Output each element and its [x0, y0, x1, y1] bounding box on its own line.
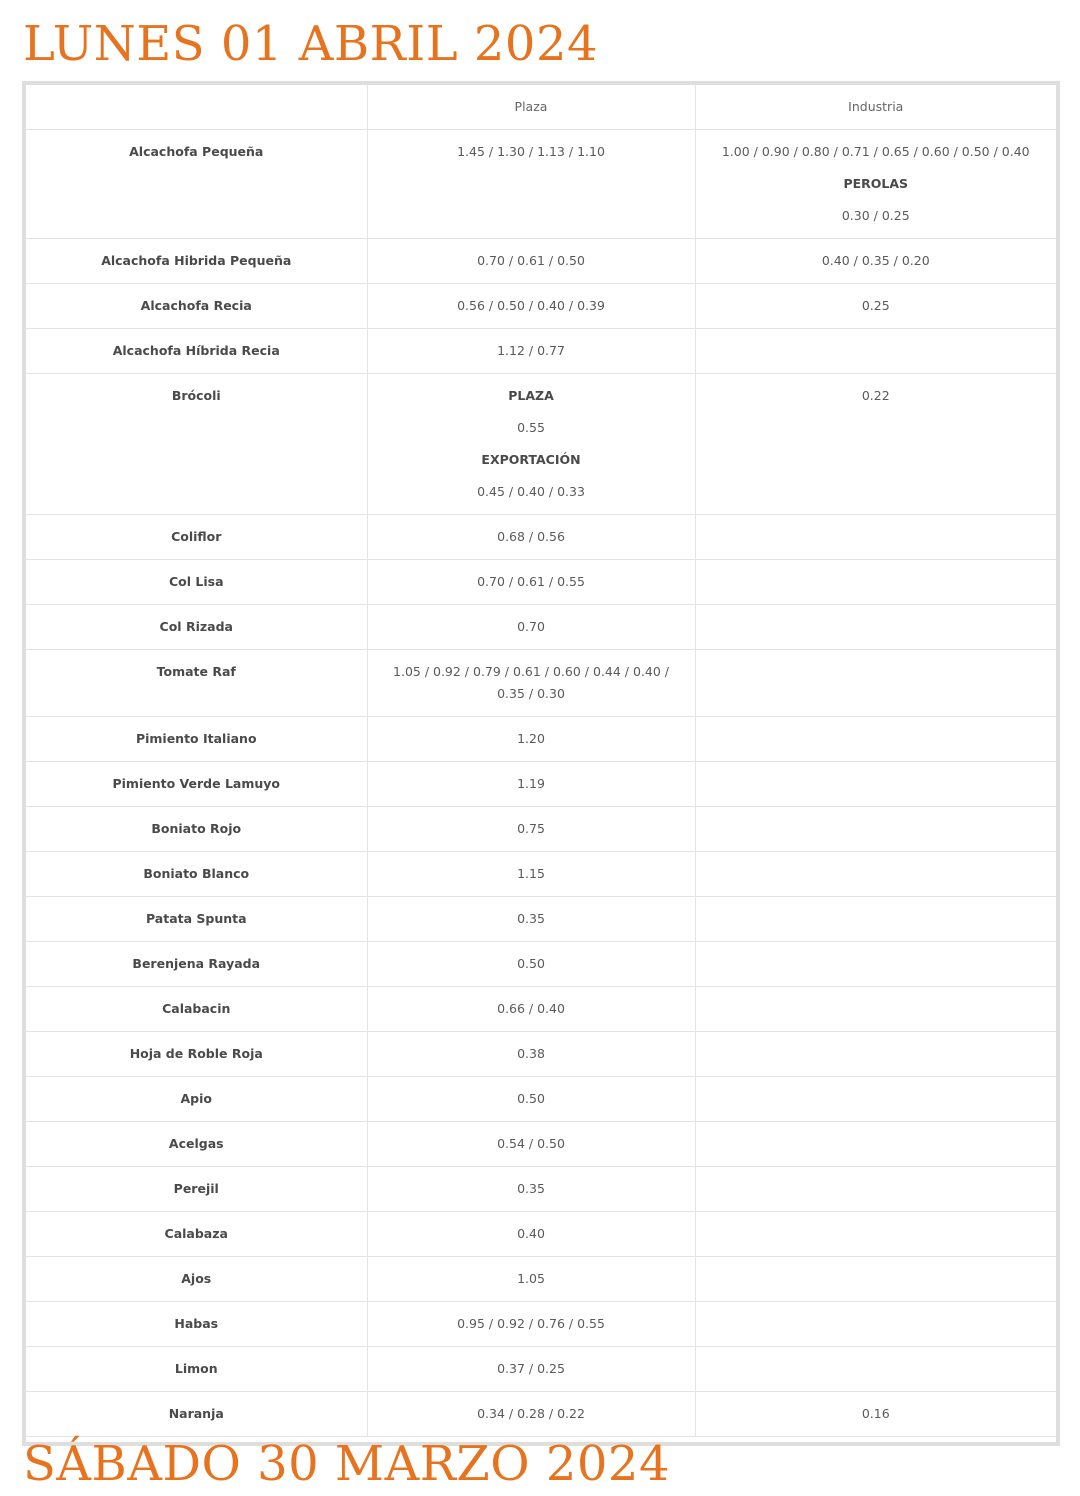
plaza-price: 0.50	[367, 1077, 695, 1122]
product-name: Alcachofa Híbrida Recia	[26, 329, 367, 374]
industria-price	[695, 605, 1056, 650]
plaza-price: 0.50	[367, 942, 695, 987]
plaza-sub-label: PLAZA	[508, 388, 554, 403]
product-name: Alcachofa Recia	[26, 284, 367, 329]
next-date-heading: SÁBADO 30 MARZO 2024	[23, 1436, 670, 1492]
product-name: Naranja	[26, 1392, 367, 1437]
industria-price	[695, 1122, 1056, 1167]
table-row	[26, 1392, 1056, 1437]
table-row	[26, 239, 1056, 284]
product-name: Limon	[26, 1347, 367, 1392]
column-header-plaza: Plaza	[367, 85, 695, 130]
plaza-price: 0.37 / 0.25	[367, 1347, 695, 1392]
table-row	[26, 762, 1056, 807]
plaza-price: 1.05 / 0.92 / 0.79 / 0.61 / 0.60 / 0.44 / 0.40 / 0.35 / 0.30	[367, 650, 695, 717]
industria-price	[695, 1167, 1056, 1212]
table-row	[26, 852, 1056, 897]
table-row	[26, 1347, 1056, 1392]
industria-price	[695, 807, 1056, 852]
industria-sub-label: PEROLAS	[843, 176, 909, 191]
plaza-price: 0.95 / 0.92 / 0.76 / 0.55	[367, 1302, 695, 1347]
product-name: Col Rizada	[26, 605, 367, 650]
product-name: Perejil	[26, 1167, 367, 1212]
table-row	[26, 1302, 1056, 1347]
product-name: Pimiento Verde Lamuyo	[26, 762, 367, 807]
industria-price	[695, 762, 1056, 807]
product-name: Calabaza	[26, 1212, 367, 1257]
table-row	[26, 605, 1056, 650]
industria-price: 0.22	[695, 374, 1056, 515]
table-row	[26, 329, 1056, 374]
product-name: Boniato Blanco	[26, 852, 367, 897]
plaza-price: 1.15	[367, 852, 695, 897]
table-row	[26, 515, 1056, 560]
industria-price: 0.25	[695, 284, 1056, 329]
product-name: Acelgas	[26, 1122, 367, 1167]
plaza-price: 0.68 / 0.56	[367, 515, 695, 560]
plaza-price: 0.55	[517, 420, 545, 435]
plaza-price: 0.56 / 0.50 / 0.40 / 0.39	[367, 284, 695, 329]
plaza-price: 0.35	[367, 1167, 695, 1212]
plaza-price: 1.45 / 1.30 / 1.13 / 1.10	[367, 130, 695, 239]
product-name: Patata Spunta	[26, 897, 367, 942]
table-row	[26, 1167, 1056, 1212]
product-name: Tomate Raf	[26, 650, 367, 717]
product-name: Habas	[26, 1302, 367, 1347]
table-row	[26, 1122, 1056, 1167]
product-name: Calabacin	[26, 987, 367, 1032]
industria-price: 0.16	[695, 1392, 1056, 1437]
industria-price	[695, 1077, 1056, 1122]
column-header-industria: Industria	[695, 85, 1056, 130]
plaza-price: 1.12 / 0.77	[367, 329, 695, 374]
industria-price: 1.00 / 0.90 / 0.80 / 0.71 / 0.65 / 0.60 / 0.50 / 0.40	[721, 144, 1030, 159]
plaza-price: 0.54 / 0.50	[367, 1122, 695, 1167]
table-row	[26, 1077, 1056, 1122]
export-price: 0.45 / 0.40 / 0.33	[477, 484, 585, 499]
product-name: Alcachofa Pequeña	[26, 130, 367, 239]
plaza-price: 1.19	[367, 762, 695, 807]
plaza-price: 0.75	[367, 807, 695, 852]
page-title: LUNES 01 ABRIL 2024	[23, 16, 599, 72]
plaza-price: 0.70	[367, 605, 695, 650]
industria-price-cell	[695, 130, 1056, 239]
table-row	[26, 650, 1056, 717]
industria-price: 0.40 / 0.35 / 0.20	[695, 239, 1056, 284]
table-row	[26, 942, 1056, 987]
table-row	[26, 374, 1056, 515]
product-name: Boniato Rojo	[26, 807, 367, 852]
product-name: Apio	[26, 1077, 367, 1122]
product-name: Ajos	[26, 1257, 367, 1302]
industria-price	[695, 987, 1056, 1032]
industria-price	[695, 1302, 1056, 1347]
price-table-frame	[22, 81, 1060, 1446]
plaza-price: 1.05	[367, 1257, 695, 1302]
table-row	[26, 1212, 1056, 1257]
industria-price	[695, 650, 1056, 717]
table-row	[26, 1257, 1056, 1302]
industria-price	[695, 560, 1056, 605]
plaza-price: 0.34 / 0.28 / 0.22	[367, 1392, 695, 1437]
product-name: Berenjena Rayada	[26, 942, 367, 987]
industria-price	[695, 1032, 1056, 1077]
table-row	[26, 987, 1056, 1032]
table-row	[26, 1032, 1056, 1077]
plaza-price: 0.40	[367, 1212, 695, 1257]
industria-price	[695, 1347, 1056, 1392]
plaza-price: 0.70 / 0.61 / 0.50	[367, 239, 695, 284]
product-name: Col Lisa	[26, 560, 367, 605]
price-table	[26, 85, 1056, 1437]
table-row	[26, 130, 1056, 239]
table-row	[26, 807, 1056, 852]
industria-price	[695, 515, 1056, 560]
plaza-price-cell	[367, 374, 695, 515]
export-sub-label: EXPORTACIÓN	[481, 452, 581, 467]
column-header-product	[26, 85, 367, 130]
product-name: Alcachofa Hibrida Pequeña	[26, 239, 367, 284]
product-name: Coliflor	[26, 515, 367, 560]
product-name: Hoja de Roble Roja	[26, 1032, 367, 1077]
plaza-price: 1.20	[367, 717, 695, 762]
plaza-price: 0.35	[367, 897, 695, 942]
table-row	[26, 284, 1056, 329]
table-row	[26, 897, 1056, 942]
industria-price	[695, 1212, 1056, 1257]
industria-price	[695, 897, 1056, 942]
industria-sub-price: 0.30 / 0.25	[841, 208, 910, 223]
plaza-price: 0.70 / 0.61 / 0.55	[367, 560, 695, 605]
plaza-price: 0.66 / 0.40	[367, 987, 695, 1032]
industria-price	[695, 942, 1056, 987]
table-header-row	[26, 85, 1056, 130]
product-name: Brócoli	[26, 374, 367, 515]
plaza-price: 0.38	[367, 1032, 695, 1077]
table-row	[26, 560, 1056, 605]
industria-price	[695, 852, 1056, 897]
product-name: Pimiento Italiano	[26, 717, 367, 762]
industria-price	[695, 717, 1056, 762]
industria-price	[695, 329, 1056, 374]
industria-price	[695, 1257, 1056, 1302]
table-row	[26, 717, 1056, 762]
